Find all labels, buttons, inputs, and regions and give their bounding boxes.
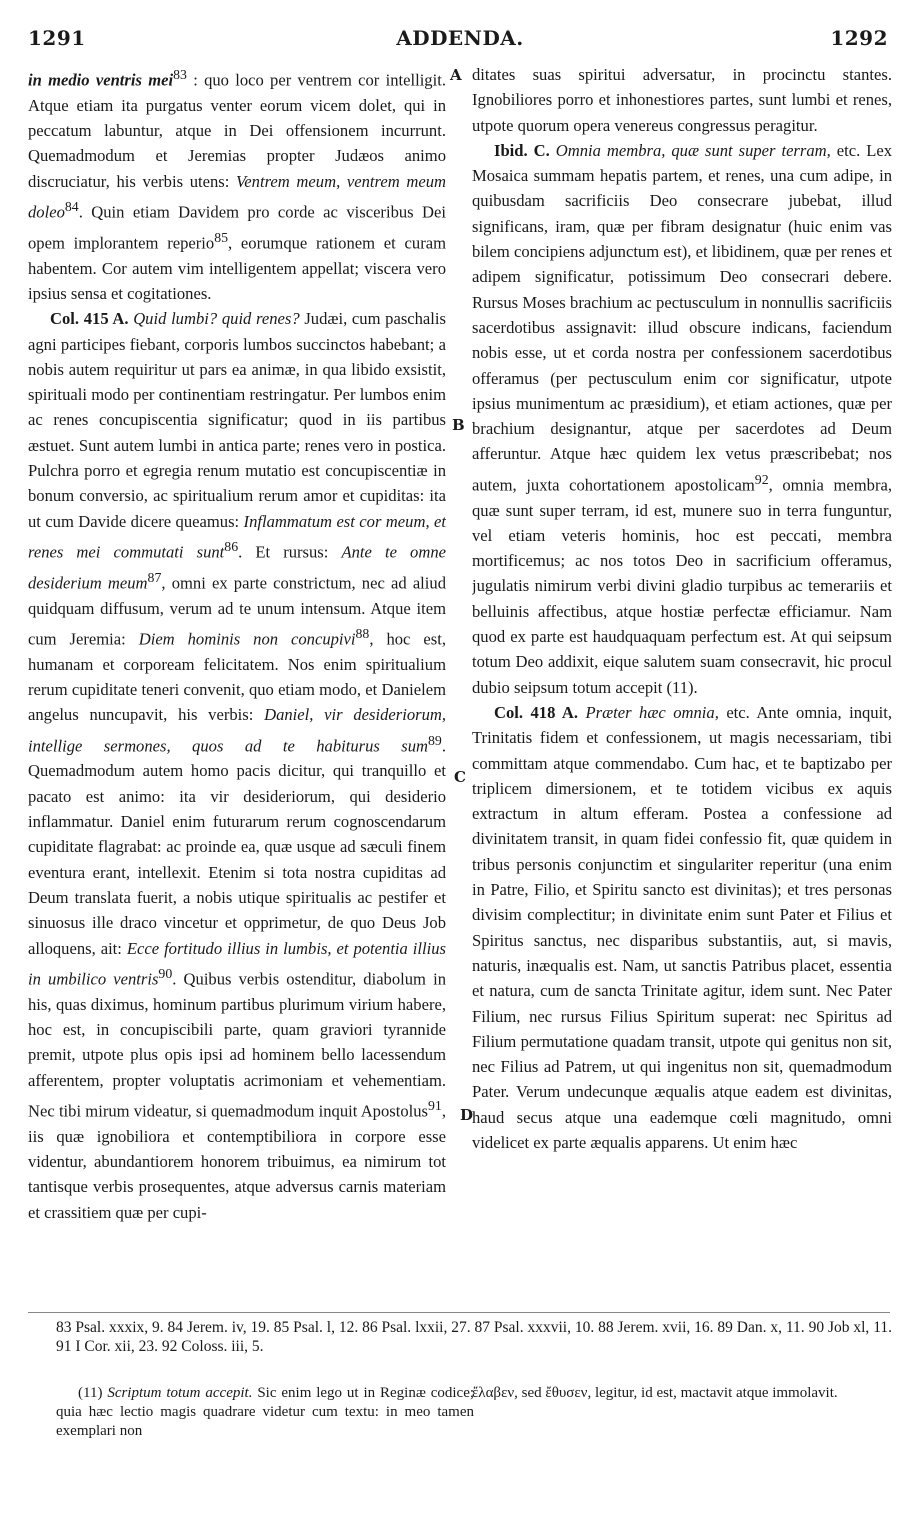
quote: Daniel, vir desideriorum, intellige sermones, quos ad te habiturus sum (28, 705, 446, 756)
footnotes: 83 Psal. xxxix, 9. 84 Jerem. iv, 19. 85 Psal. l, 12. 86 Psal. lxxii, 27. 87 Psal. xxxvii, 10. 88 Jerem. xvii, 16. 89 Dan. x, 11. 90 Job xl, 11. 91 I Cor. xii, 23. 92 Coloss. iii, 5. (56, 1319, 892, 1355)
text: , iis quæ ignobiliora et contemptibiliora in corpore esse videntur, abundantiorem honorem tribuimus, ea nimirum tot tantisque verbis prosequentes, atque adversus carnis materiam et crassitiem quæ per cupi- (28, 1101, 446, 1222)
text: . Quin etiam Davidem pro corde ac visceribus Dei opem implorantem reperio (28, 202, 446, 253)
note-left (56, 1384, 474, 1441)
footnote-ref: 91 (428, 1097, 442, 1113)
paragraph (28, 306, 446, 1225)
lemma: Omnia membra, quæ sunt super terram, (555, 140, 831, 160)
text: etc. Ante omnia, inquit, Trinitatis fidem et confessionem, ut magis necessariam, tibi committam atque commendabo. Cum hac, et te baptizabo per triplicem dimersionem, et te totidem vicibus ex aquis extractum in altum efferam. Postea a confessione ad divinitatem transit, in quam fidei confessio fit, quæ quidem in tribus personis conjunctim et singulariter reperitur (una enim in Patre, Filio, et Spiritu sancto est divinitas); et tres personas divisim complectitur; in divinitate enim sunt Pater et Filius et Spiritus sanctus, nec disparibus substantiis, aut, si mavis, naturis, inæqualis est. Nam, ut sanctis Patribus placet, essentia et natura, cum de sancta Trinitate agitur, idem sunt. Nec Pater Filium, nec rursus Filius Spiritum superat: nec Spiritus ad Filium permutatione quadam transit, utpote qui genitus non sit, nec Filius ad Patrem, ut qui ingenitus non sit, quemadmodum Pater. Verum undecunque æqualis atque eadem est divinitas, haud secus atque una eademque cœli magnitudo, omni videlicet ex parte æqualis apparens. Ut enim hæc (472, 702, 892, 1152)
text: , eorumque rationem et curam habentem. Cor autem vim intelligentem appellat; viscera vero ipsius sensa et cogitationes. (28, 233, 446, 303)
section-marker-b: B (452, 416, 465, 434)
footnote-ref: 84 (64, 199, 79, 215)
note-paragraph (56, 1384, 474, 1441)
quote: Ventrem meum, ventrem meum doleo (28, 171, 446, 222)
note-number: (11) (78, 1385, 103, 1401)
text: etc. Lex Mosaica summam hepatis partem, et renes, una cum adipe, in quibusdam sacrificiis Deo consecrare jubebat, illud significans, iram, quæ per fibram designatur (huic enim vas bilem concipiens adjunctum est), et libidinem, quæ per renes et adipem significatur, potissimum Deo consecrari debere. Rursus Moses brachium ac pectusculum in nonnullis sacrificiis sacerdotibus assignavit: illud obscure indicans, faciendum nobis esse, ut et corda nostra per confessionem sacerdotibus offeramus (per pectusculum enim cor significatur, utpote ipsius munimentum ac præsidium), et etiam actiones, quæ per brachium designantur, atque per sacerdotes ad Deum afferuntur. Atque hæc quidem lex vetus præscribebat; nos autem, juxta cohortationem apostolicam (472, 140, 892, 495)
paragraph (472, 62, 892, 138)
footnote-divider (28, 1312, 890, 1313)
paragraph (28, 62, 446, 306)
footnote-ref: 92 (754, 471, 769, 487)
page-header (24, 26, 896, 60)
footnote-ref: 86 (224, 538, 239, 554)
footnote-ref: 88 (355, 625, 370, 641)
quote: Inflammatum est cor meum, et renes mei commutati sunt (28, 511, 446, 562)
section-marker-a: A (450, 66, 462, 84)
paragraph (472, 138, 892, 700)
section-marker-c: C (454, 768, 466, 786)
quote: in medio ventris mei (28, 70, 174, 90)
running-title: ADDENDA. (396, 26, 524, 50)
column-reference: Col. 415 A. (50, 309, 129, 329)
column-reference: Ibid. C. (494, 140, 550, 160)
text: Judæi, cum paschalis agni participes fiebant, corporis lumbos succinctos habebant; a nobis autem requiritur ut pars ea animæ, in qua libido exsistit, spirituali modo per continentiam restringatur. Per lumbos enim ac renes concupiscentia significatur; quod in iis partibus æstuet. Sunt autem lumbi in antica parte; renes vero in postica. Pulchra porro et egregia renum mutatio est concupiscentiæ in bonum conversio, ac spiritualium rerum amor et cupiditas: ita ut cum Davide dicere queamus: (28, 309, 446, 531)
left-page-number: 1291 (28, 26, 86, 50)
note-lemma: Scriptum totum accepit. (107, 1385, 253, 1401)
section-marker-d: D (460, 1106, 474, 1124)
text: , omni ex parte constrictum, nec ad aliud quidquam diffusum, verum ad te unum intensum. Atque item cum Jeremia: (28, 573, 446, 649)
footnote-ref: 87 (147, 569, 162, 585)
paragraph (472, 700, 892, 1155)
right-page-number: 1292 (830, 26, 888, 50)
note-right (472, 1384, 890, 1403)
note-text: ἔλαβεν, sed ἔθυσεν, legitur, id est, mactavit atque immolavit. (472, 1385, 838, 1401)
quote: Diem hominis non concupivi (138, 629, 356, 649)
text: : quo loco per ventrem cor intelligit. Atque etiam ita purgatus venter eorum vicem dolet, qui in peccatum labuntur, atque in Dei offensionem incurrunt. Quemadmodum et Jeremias propter Judæos animo discruciatur, his verbis utens: (28, 70, 446, 191)
text: , hoc est, humanam et corpoream felicitatem. Nos enim spiritualium rerum cupiditate teneri convenit, quo etiam modo, et Danielem angelus nuncupavit, his verbis: (28, 629, 446, 725)
note-paragraph (472, 1384, 890, 1403)
quote: Ecce fortitudo illius in lumbis, et potentia illius in umbilico ventris (28, 938, 446, 989)
text: ditates suas spiritui adversatur, in procinctu stantes. Ignobiliores porro et inhonestiores partes, sunt lumbi et renes, utpote quorum opera venereus congressus peragitur. (472, 65, 892, 135)
lemma: Quid lumbi? quid renes? (133, 309, 300, 329)
text: . Quemadmodum autem homo pacis dicitur, qui tranquillo et pacato est animo: ita vir desideriorum, qui desiderio inflammatur. Daniel enim futurarum rerum cognoscendarum cupiditate flagrabat: ac proinde ea, quæ usque ad sæculi finem eventura erant, intellexit. Etenim si tota nostra cupiditas ad Deum translata fuerit, a nobis utique spiritualis ac pestifer et sinuosus ille draco vincetur et opprimetur, de quo Deus Job alloquens, ait: (28, 736, 446, 958)
right-column (472, 62, 892, 1307)
footnote-ref: 85 (214, 229, 229, 245)
text: . Et rursus: (238, 542, 329, 562)
footnote-ref: 83 (173, 67, 187, 82)
footnote-ref: 90 (158, 965, 173, 981)
text: . Quibus verbis ostenditur, diabolum in his, quas diximus, hominum partibus plurimum virium habere, hoc est, in concupiscibili parte, quam graviori tyrannide premit, utpote plus opis ipsi ad hominem bello lacessendum afferentem, propter voluptatis acrimoniam et vehementiam. Nec tibi mirum videatur, si quemadmodum inquit Apostolus (28, 969, 446, 1121)
note-text: Sic enim lego ut in Reginæ codice; quia hæc lectio magis quadrare videtur cum textu: in meo tamen exemplari non (56, 1385, 475, 1439)
left-column (28, 62, 446, 1307)
column-reference: Col. 418 A. (494, 702, 579, 722)
lemma: Præter hæc omnia, (585, 702, 719, 722)
footnote-ref: 89 (428, 732, 442, 748)
text: , omnia membra, quæ sunt super terram, id est, munere suo in terra funguntur, vel etiam veteris hominis, hoc est peccati, membra mortificemus; ac nos totos Deo in sacrificium offeramus, jugulatis nimirum verbi divini gladio turpibus ac temerariis et belluinis affectibus, atque hostiæ perfectæ efficiamur. Nam quod ex parte est haudquaquam perfectum est. At qui seipsum totum Deo addixit, eique salutem suam consecravit, hic procul dubio seipsum totum accepit (11). (472, 475, 892, 697)
quote: Ante te omne desiderium meum (28, 542, 446, 593)
